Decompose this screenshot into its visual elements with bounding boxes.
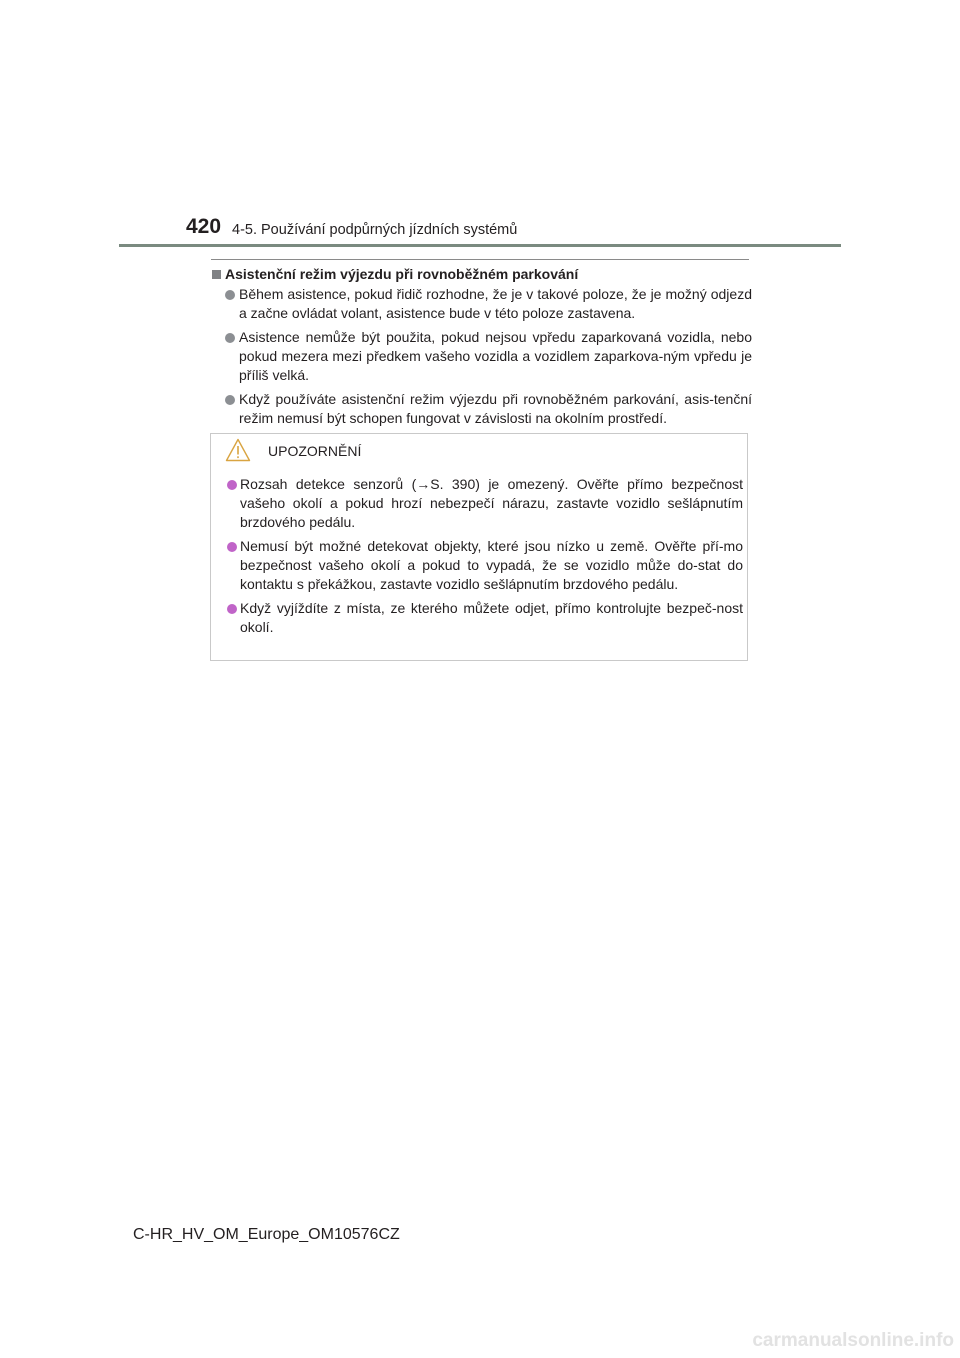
list-item-text: Když používáte asistenční režim výjezdu při rovnoběžném parkování, asis-tenční režim nemusí být schopen fungovat v závislosti na okolním prostředí. (239, 391, 752, 426)
warning-item (225, 475, 743, 532)
header-rule (119, 244, 841, 247)
warning-item (225, 599, 743, 637)
warning-item-text: Nemusí být možné detekovat objekty, které jsou nízko u země. Ověřte pří-mo bezpečnost vašeho okolí a pokud to vypadá, že se vozidlo může do-stat do kontaktu s překážkou, zastavte vozidlo sešlápnutím brzdového pedálu. (240, 538, 743, 592)
warning-item-text: Rozsah detekce senzorů (→S. 390) je omezený. Ověřte přímo bezpečnost vašeho okolí a pokud hrozí nebezpečí nárazu, zastavte vozidlo sešlápnutím brzdového pedálu. (240, 476, 743, 530)
warning-item-text: Když vyjíždíte z místa, ze kterého můžete odjet, přímo kontrolujte bezpeč-nost okolí. (240, 600, 743, 635)
bullet-dot-icon (225, 395, 235, 405)
page-number: 420 (186, 215, 222, 238)
content-rule (211, 259, 749, 260)
section-content (211, 264, 752, 433)
section-heading (211, 264, 752, 284)
warning-list (225, 475, 743, 642)
list-item (211, 285, 752, 323)
bullet-dot-icon (225, 290, 235, 300)
warning-bullet-icon (227, 542, 237, 552)
warning-title: UPOZORNĚNÍ (268, 443, 362, 459)
warning-header (211, 434, 747, 468)
warning-bullet-icon (227, 604, 237, 614)
warning-box (210, 433, 748, 661)
warning-triangle-icon (225, 438, 251, 462)
square-bullet-icon (212, 270, 221, 279)
list-item (211, 390, 752, 428)
section-title: 4-5. Používání podpůrných jízdních systémů (232, 222, 518, 238)
bullet-dot-icon (225, 333, 235, 343)
watermark: carmanualsonline.info (752, 1330, 954, 1351)
section-heading-text: Asistenční režim výjezdu při rovnoběžném parkování (225, 266, 579, 282)
list-item-text: Asistence nemůže být použita, pokud nejsou vpředu zaparkovaná vozidla, nebo pokud mezera mezi předkem vašeho vozidla a vozidlem zaparkova-ným vpředu je příliš velká. (239, 329, 752, 383)
warning-bullet-icon (227, 480, 237, 490)
footer-document-code: C-HR_HV_OM_Europe_OM10576CZ (133, 1226, 400, 1243)
list-item-text: Během asistence, pokud řidič rozhodne, že je v takové poloze, že je možný odjezd a začne ovládat volant, asistence bude v této poloze zastavena. (239, 286, 752, 321)
warning-item (225, 537, 743, 594)
list-item (211, 328, 752, 385)
